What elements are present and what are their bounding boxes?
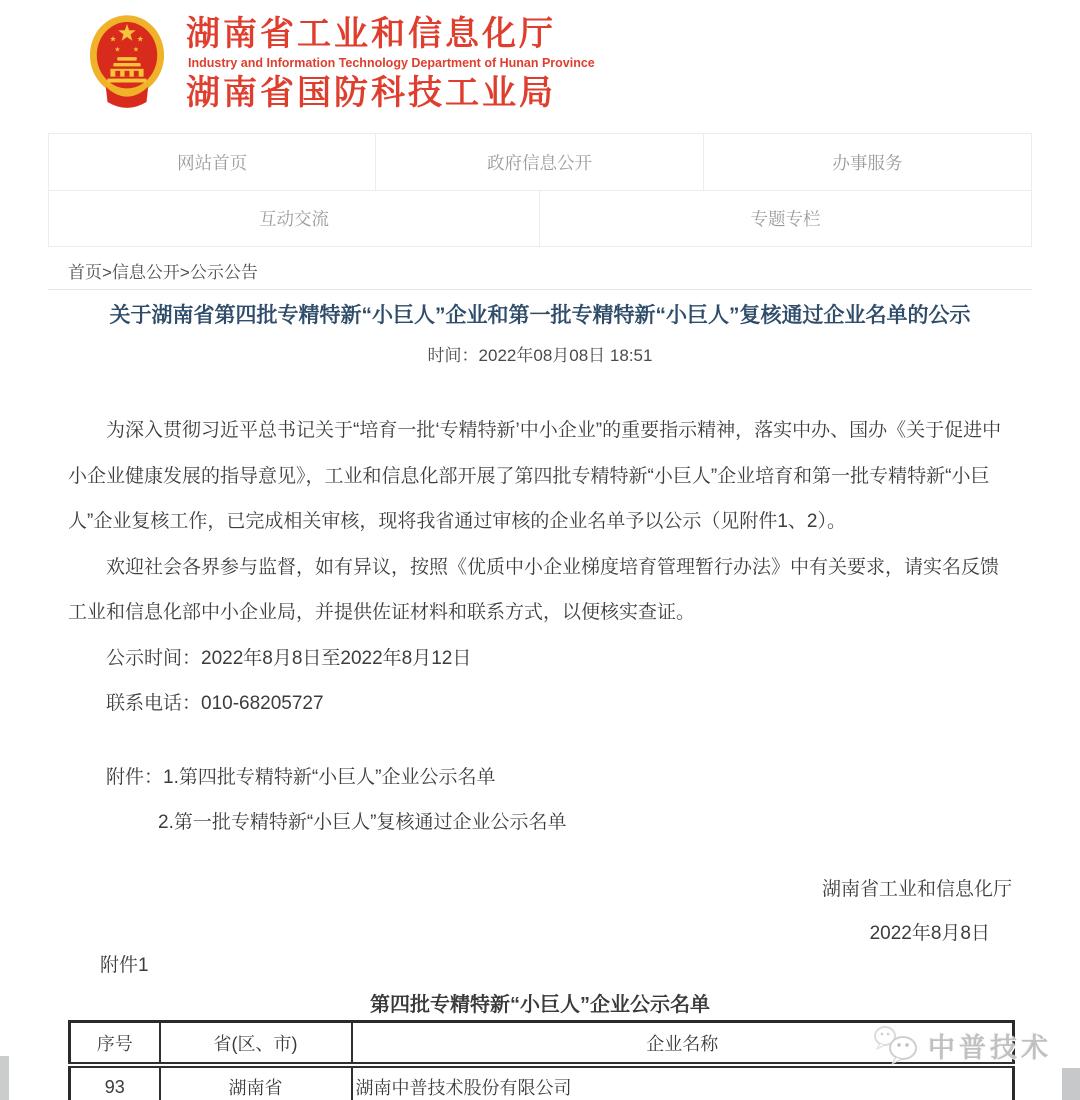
watermark — [872, 1024, 1052, 1066]
site-title-cn-1: 湖南省工业和信息化厅 — [186, 15, 556, 53]
col-header-company: 企业名称 — [352, 1022, 1014, 1066]
nav-row-2 — [48, 190, 1032, 247]
attachment-item-2: 2.第一批专精特新“小巨人”复核通过企业公示名单 — [158, 812, 567, 833]
annex-label: 附件1 — [100, 955, 149, 976]
svg-text:★: ★ — [109, 34, 117, 44]
signature-org: 湖南省工业和信息化厅 — [821, 879, 1012, 900]
cell-serial: 93 — [70, 1065, 160, 1100]
svg-text:★: ★ — [136, 34, 144, 44]
nav-item-gov-info[interactable]: 政府信息公开 — [376, 134, 703, 190]
breadcrumb[interactable]: 首页>信息公开>公示公告 — [68, 263, 258, 282]
article-timestamp: 时间：2022年08月08日 18:51 — [427, 346, 653, 365]
site-title-en: Industry and Information Technology Department of Hunan Province — [188, 56, 595, 71]
attachments-list — [68, 755, 1012, 846]
nav-item-special-columns[interactable]: 专题专栏 — [750, 209, 821, 229]
national-emblem-logo — [88, 12, 166, 114]
site-title-block — [186, 12, 595, 113]
cell-province: 湖南省 — [160, 1065, 352, 1100]
nav-row-1 — [48, 133, 1032, 190]
article-body — [68, 408, 1012, 846]
nav-item-home[interactable]: 网站首页 — [49, 134, 376, 190]
svg-text:★: ★ — [114, 46, 121, 54]
corner-artifact-left — [0, 1056, 9, 1100]
nav-item-services[interactable]: 办事服务 — [832, 152, 903, 173]
annex-table-title: 第四批专精特新“小巨人”企业公示名单 — [370, 994, 710, 1016]
paragraph-2: 欢迎社会各界参与监督，如有异议，按照《优质中小企业梯度培育管理暂行办法》中有关要求，请实名反馈工业和信息化部中小企业局，并提供佐证材料和联系方式，以便核实查证。 — [68, 556, 1000, 623]
breadcrumb-divider — [48, 289, 1032, 290]
cell-company: 湖南中普技术股份有限公司 — [352, 1065, 1014, 1100]
attachment-item-1: 附件：1.第四批专精特新“小巨人”企业公示名单 — [106, 766, 496, 788]
article-title: 关于湖南省第四批专精特新“小巨人”企业和第一批专精特新“小巨人”复核通过企业名单的公示 — [109, 304, 971, 327]
col-header-province: 省(区、市) — [160, 1022, 352, 1066]
signature-date: 2022年8月8日 — [869, 923, 990, 944]
site-title-cn-2: 湖南省国防科技工业局 — [186, 74, 556, 113]
contact-phone-line: 联系电话：010-68205727 — [106, 693, 324, 714]
corner-artifact-right — [1062, 1068, 1080, 1100]
site-header — [88, 12, 595, 114]
table-row — [70, 1065, 1014, 1100]
publicity-period-line: 公示时间：2022年8月8日至2022年8月12日 — [106, 647, 472, 669]
svg-text:★: ★ — [132, 46, 139, 54]
watermark-text: 中普技术 — [928, 1032, 1052, 1063]
main-nav — [48, 133, 1032, 247]
col-header-serial: 序号 — [70, 1022, 160, 1066]
paragraph-1: 为深入贯彻习近平总书记关于“培育一批‘专精特新’中小企业”的重要指示精神，落实中办、国办《关于促进中小企业健康发展的指导意见》，工业和信息化部开展了第四批专精特新“小巨人”企业培育和第一批专精特新“小巨人”企业复核工作，已完成相关审核，现将我省通过审核的企业名单予以公示（见附件1、2）。 — [68, 420, 1002, 532]
signature-block — [68, 868, 1012, 956]
wechat-bubbles-icon — [872, 1024, 924, 1066]
nav-item-interaction[interactable]: 互动交流 — [49, 191, 540, 246]
